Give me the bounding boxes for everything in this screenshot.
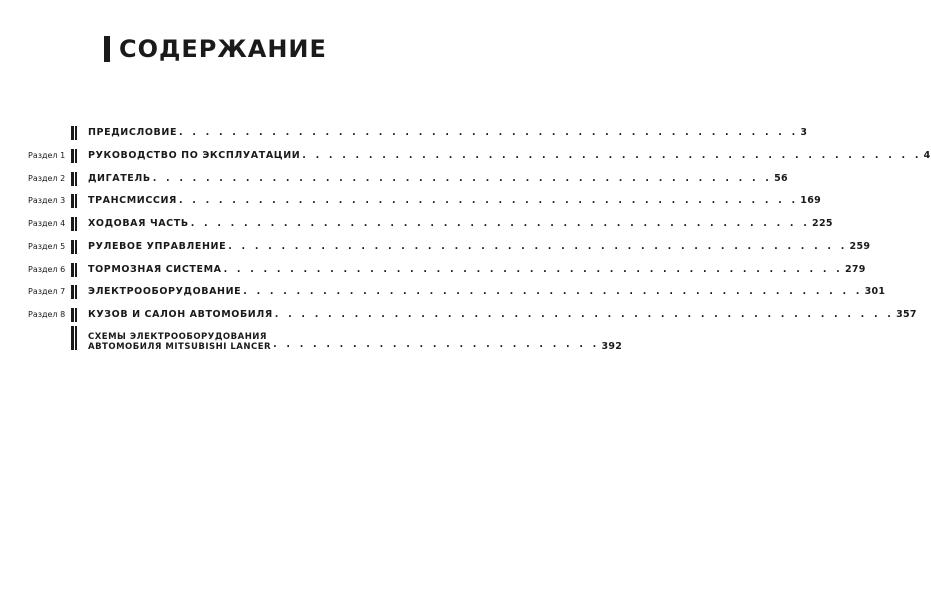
section-label: Раздел 5	[28, 242, 66, 251]
toc-row[interactable]	[0, 126, 808, 142]
section-label: Раздел 1	[28, 151, 66, 160]
section-label: Раздел 7	[28, 287, 66, 296]
dot-leader: . . . . . . . . . . . . . . . . . . . . . . . . . . . . . . . . . . . . . . . . . . . . . . .	[228, 241, 848, 252]
toc-row[interactable]	[0, 172, 788, 188]
toc-page-number: 3	[800, 127, 808, 138]
toc-page-number: 357	[896, 309, 917, 320]
section-label: Раздел 4	[28, 219, 66, 228]
section-label: Раздел 6	[28, 265, 66, 274]
toc-page-number: 259	[849, 241, 871, 252]
toc-page-number: 56	[774, 173, 788, 184]
toc-page-number: 279	[844, 264, 866, 275]
dot-leader: . . . . . . . . . . . . . . . . . . . . . . . . . . . . . . . . . . . . . . . . . . . . . . .	[179, 127, 799, 138]
toc-entry-title: РУЛЕВОЕ УПРАВЛЕНИЕ	[88, 241, 227, 252]
toc-row[interactable]	[0, 149, 931, 165]
toc-page-number: 4	[923, 150, 931, 161]
toc-entry-title-line-2: АВТОМОБИЛЯ MITSUBISHI LANCER	[88, 342, 272, 352]
row-marker-bar	[71, 126, 78, 140]
toc-row[interactable]	[0, 263, 866, 279]
toc-entry-title: РУКОВОДСТВО ПО ЭКСПЛУАТАЦИИ	[88, 150, 301, 161]
toc-entry-title: ХОДОВАЯ ЧАСТЬ	[88, 218, 189, 229]
toc-row[interactable]	[0, 194, 822, 210]
toc-page-number: 392	[601, 341, 623, 352]
dot-leader: . . . . . . . . . . . . . . . . . . . . . . . . . . . . . . . . . . . . . . . . . . . . . . .	[243, 286, 863, 297]
row-marker-bar	[71, 285, 78, 299]
dot-leader: . . . . . . . . . . . . . . . . . . . . . . . . . . . . . . . . . . . . . . . . . . . . . . .	[152, 173, 773, 184]
dot-leader: . . . . . . . . . . . . . . . . . . . . . . . . .	[273, 339, 600, 350]
page-title: СОДЕРЖАНИЕ	[119, 35, 327, 63]
toc-page-number: 225	[812, 218, 833, 229]
row-marker-bar	[71, 194, 78, 208]
row-marker-bar	[71, 217, 78, 231]
toc-row[interactable]	[0, 308, 917, 324]
dot-leader: . . . . . . . . . . . . . . . . . . . . . . . . . . . . . . . . . . . . . . . . . . . . . . .	[190, 218, 811, 229]
dot-leader: . . . . . . . . . . . . . . . . . . . . . . . . . . . . . . . . . . . . . . . . . . . . . . .	[302, 150, 922, 161]
section-label: Раздел 8	[28, 310, 66, 319]
dot-leader: . . . . . . . . . . . . . . . . . . . . . . . . . . . . . . . . . . . . . . . . . . . . . . .	[178, 195, 799, 206]
toc-row[interactable]	[0, 240, 871, 256]
toc-entry-title-line-1: СХЕМЫ ЭЛЕКТРООБОРУДОВАНИЯ	[88, 332, 267, 342]
toc-entry-title: ЭЛЕКТРООБОРУДОВАНИЕ	[88, 286, 242, 297]
row-marker-bar	[71, 149, 78, 163]
row-marker-bar	[71, 326, 78, 350]
section-label: Раздел 3	[28, 196, 66, 205]
toc-page-number: 169	[800, 195, 822, 206]
toc-row[interactable]	[0, 326, 623, 352]
toc-entry-title: ТОРМОЗНАЯ СИСТЕМА	[88, 264, 222, 275]
section-label: Раздел 2	[28, 174, 66, 183]
toc-entry-title: ДИГАТЕЛЬ	[88, 173, 151, 184]
toc-entry-title	[88, 332, 271, 352]
toc-row[interactable]	[0, 217, 833, 233]
dot-leader: . . . . . . . . . . . . . . . . . . . . . . . . . . . . . . . . . . . . . . . . . . . . . . .	[274, 309, 895, 320]
toc-page-number: 301	[864, 286, 886, 297]
row-marker-bar	[71, 263, 78, 277]
row-marker-bar	[71, 172, 78, 186]
toc-entry-title: КУЗОВ И САЛОН АВТОМОБИЛЯ	[88, 309, 273, 320]
row-marker-bar	[71, 240, 78, 254]
toc-entry-title: ПРЕДИСЛОВИЕ	[88, 127, 178, 138]
toc-row[interactable]	[0, 285, 886, 301]
row-marker-bar	[71, 308, 78, 322]
dot-leader: . . . . . . . . . . . . . . . . . . . . . . . . . . . . . . . . . . . . . . . . . . . . . . .	[223, 264, 843, 275]
toc-entry-title: ТРАНСМИССИЯ	[88, 195, 177, 206]
